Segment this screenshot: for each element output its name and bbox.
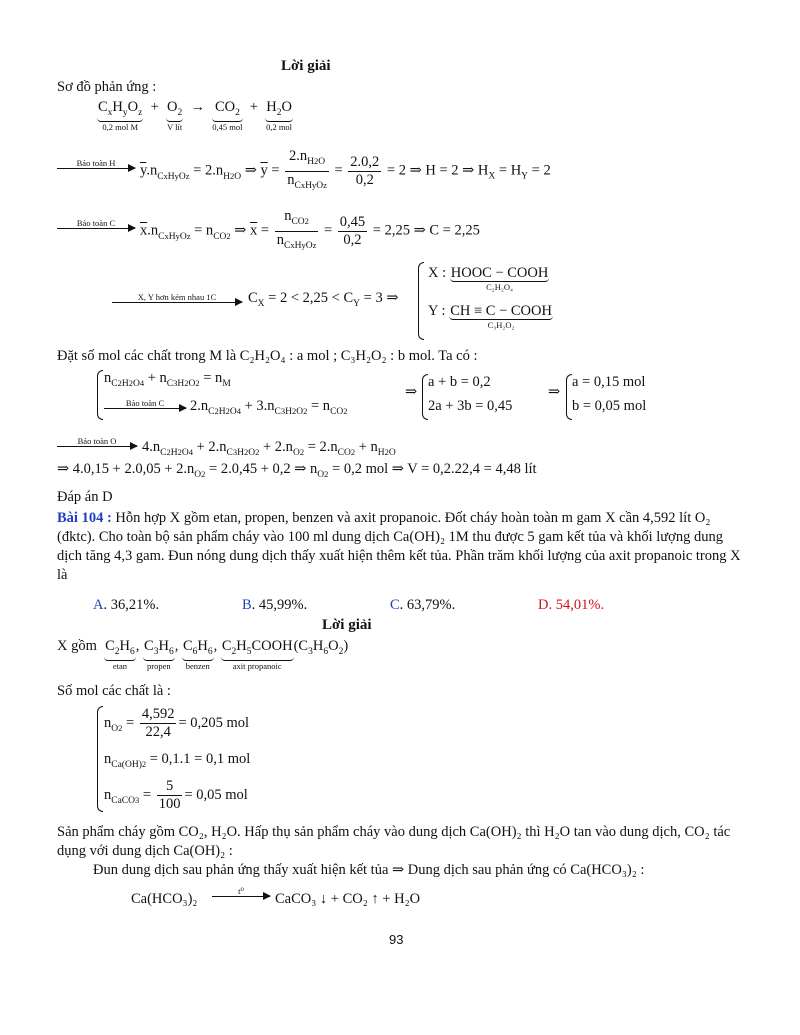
option-b: B. 45,99%. [242, 597, 308, 613]
arrow-bao-toan-c: Bảo toàn C [57, 218, 135, 229]
solution-title-2: Lời giải [322, 617, 372, 633]
sol-b: b = 0,05 mol [572, 398, 647, 414]
brace-system [97, 370, 103, 420]
option-a: A. 36,21%. [93, 597, 160, 613]
so-mol-label: Số mol các chất là : [57, 683, 171, 699]
problem-text: Hỗn hợp X gồm etan, propen, benzen và axit propanoic. Đốt cháy hoàn toàn m gam X cần 4,592 lít O₂ (đktc). Cho toàn bộ sản phẩm cháy vào 100 ml dung dịch Ca(OH)₂ 1M thu được 5 gam kết tủa và khối lượng dung dịch tăng 4,3 gam. Đun nóng dung dịch thấy xuất hiện thêm kết tủa. Phần trăm khối lượng của axit propanoic trong X là [57, 510, 741, 583]
final-reaction: Ca(HCO₃)₂ [131, 891, 198, 907]
equation-hydrogen: $\overline{y}.n_{CxHyOz} = 2.n_{H2O}$ ⇒ $\overline{y}$ = $\frac{2.n_{H2O}}{n_{CxHyOz}}$ = $\frac{2.0,2}{0,2}$ = 2 ⇒ H = 2 ⇒ $H_X = H_Y = 2$ [140, 148, 551, 191]
dat-so-mol: Đặt số mol các chất trong M là C₂H₂O₄ : a mol ; C₃H₂O₂ : b mol. Ta có : [57, 348, 478, 364]
problem-104 [57, 509, 747, 585]
n-caoh2: $n_{Ca(OH)2} = 0,1.1 = 0,1$ mol [104, 751, 251, 770]
arrow-bao-toan-o: Bảo toàn O [57, 436, 137, 447]
equation-oxygen-calc: ⇒ $4.0,15 + 2.0,05 + 2.n_{O2} = 2.0,45 + 0,2$ ⇒ $n_{O2} = 0,2$ mol ⇒ V = 0,2.22,4 = 4,48 lít [57, 461, 537, 480]
brace-xy [418, 262, 424, 340]
san-pham-text: Sản phẩm cháy gồm CO₂, H₂O. Hấp thụ sản phẩm cháy vào dung dịch Ca(OH)₂ thì H₂O tan vào dung dịch, CO₂ tác dụng với dung dịch Ca(OH)₂ : [57, 824, 731, 859]
product-h2o: $H_2O$ 0,2 mol [266, 99, 293, 132]
final-arrow: t⁰ [212, 886, 270, 897]
problem-label: Bài 104 : [57, 510, 112, 526]
reactant-o2: $O_2$ V lít [167, 99, 183, 132]
arrow-bao-toan-c-2: Bảo toàn C [104, 398, 186, 409]
option-c: C. 63,79%. [390, 597, 456, 613]
reaction-scheme-label: Sơ đồ phản ứng : [57, 79, 157, 95]
option-d: D. 54,01%. [538, 597, 605, 613]
product-co2: $CO_2$ 0,45 mol [212, 99, 243, 132]
page-number: 93 [389, 932, 404, 947]
equation-carbon: $\overline{x}.n_{CxHyOz} = n_{CO2}$ ⇒ $\overline{x}$ = $\frac{n_{CO2}}{n_{CxHyOz}}$ = $\frac{0,45}{0,2}$ = 2,25 ⇒ C = 2,25 [140, 208, 480, 251]
dun-text: Đun dung dịch sau phản ứng thấy xuất hiện kết tủa ⇒ Dung dịch sau phản ứng có Ca(HCO₃)₂ : [93, 862, 645, 878]
system-eq-1: $n_{C2H2O4} + n_{C3H2O2} = n_M$ [104, 370, 231, 389]
x-composition: X gồm $C_2H_6$ etan , $C_3H_6$ propen , $C_6H_6$ benzen , $C_2H_5COOH$ axit propanoic $(C_3H_6O_2)$ [57, 638, 349, 671]
equation-oxygen: $4.n_{C2H2O4} + 2.n_{C3H2O2} + 2.n_{O2} = 2.n_{CO2} + n_{H2O}$ [142, 439, 396, 458]
brace-moles [97, 706, 103, 812]
reactant-m: $C_xH_yO_z$ 0,2 mol M [98, 99, 143, 132]
answer-line: Đáp án D [57, 489, 113, 505]
sol-a: a = 0,15 mol [572, 374, 646, 390]
solution-title: Lời giải [281, 58, 331, 74]
implies-1: ⇒ [405, 384, 418, 400]
compound-y: Y : CH ≡ C − COOH C₃H₂O₂ [428, 303, 552, 330]
equation-xy-carbon: $C_X = 2 < 2,25 < C_Y = 3$ ⇒ [248, 290, 399, 309]
n-caco3: $n_{CaCO3}$ = $\frac{5}{100}$ = 0,05 mol [104, 778, 248, 812]
compound-x: X : HOOC − COOH C₂H₂O₄ [428, 265, 549, 292]
implies-2: ⇒ [548, 384, 561, 400]
sys-eq2: 2a + 3b = 0,45 [428, 398, 513, 414]
arrow-xy-diff: X, Y hơn kém nhau 1C [112, 292, 242, 303]
reaction-scheme: $C_xH_yO_z$ 0,2 mol M + $O_2$ V lít → $CO_2$ 0,45 mol + $H_2O$ 0,2 mol [98, 99, 293, 132]
final-products: CaCO₃ ↓ + CO₂ ↑ + H₂O [275, 891, 421, 907]
sys-eq1: a + b = 0,2 [428, 374, 491, 390]
n-o2: $n_{O2}$ = $\frac{4,592}{22,4}$ = 0,205 mol [104, 706, 250, 740]
system-eq-2: $2.n_{C2H2O4} + 3.n_{C3H2O2} = n_{CO2}$ [190, 398, 348, 417]
arrow-bao-toan-h: Bảo toàn H [57, 158, 135, 169]
